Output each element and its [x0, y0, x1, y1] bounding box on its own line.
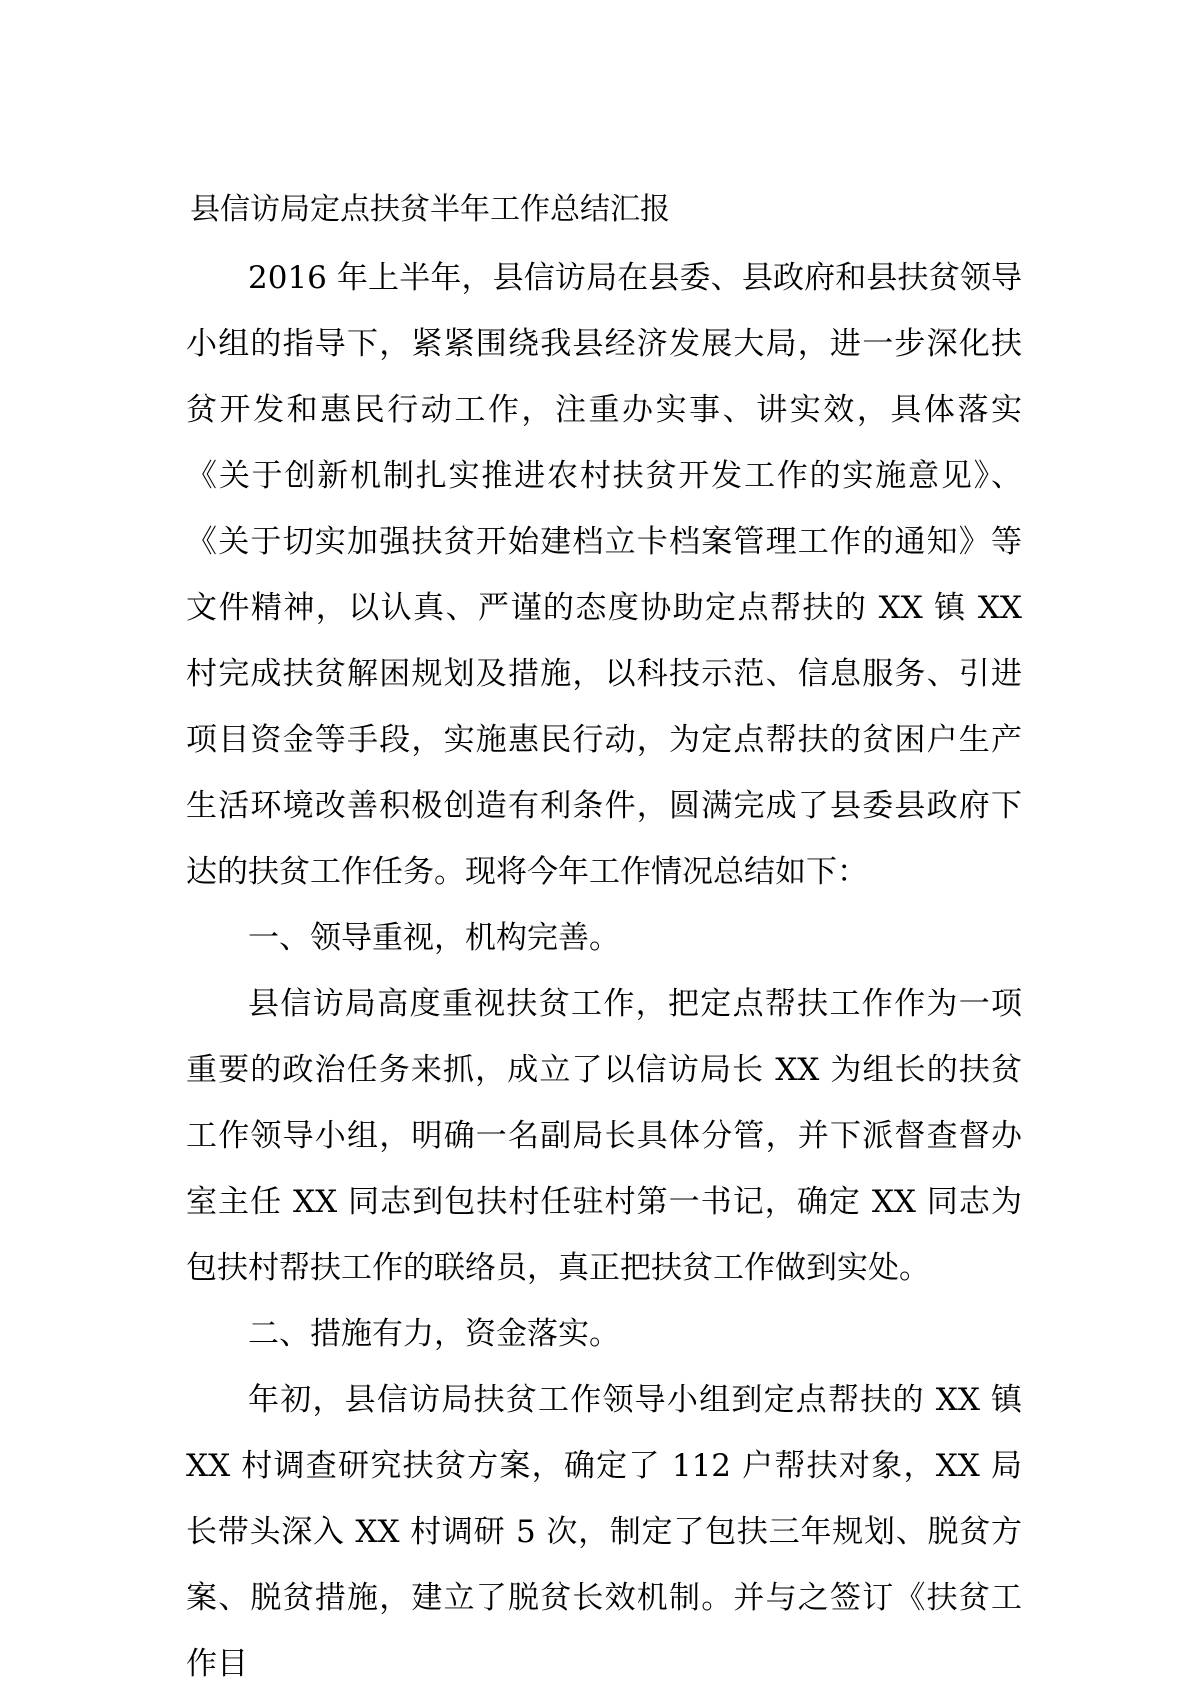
section-heading-2: 二、措施有力，资金落实。 — [248, 1316, 620, 1352]
document-title: 县信访局定点扶贫半年工作总结汇报 — [190, 192, 670, 227]
section-heading-1: 一、领导重视，机构完善。 — [248, 920, 620, 956]
intro-paragraph: 2016 年上半年，县信访局在县委、县政府和县扶贫领导小组的指导下，紧紧围绕我县经济发展大局，进一步深化扶贫开发和惠民行动工作，注重办实事、讲实效，具体落实《关于创新机制扎实推进农村扶贫开发工作的实施意见》、《关于切实加强扶贫开始建档立卡档案管理工作的通知》等文件精神，以认真、严谨的态度协助定点帮扶的 XX 镇 XX 村完成扶贫解困规划及措施，以科技示范、信息服务、引进项目资金等手段，实施惠民行动，为定点帮扶的贫困户生产生活环境改善积极创造有利条件，圆满完成了县委县政府下达的扶贫工作任务。现将今年工作情况总结如下： — [186, 260, 1022, 890]
section-2-paragraph: 年初，县信访局扶贫工作领导小组到定点帮扶的 XX 镇 XX 村调查研究扶贫方案，确定了 112 户帮扶对象，XX 局长带头深入 XX 村调研 5 次，制定了包扶三年规划、脱贫方案、脱贫措施，建立了脱贫长效机制。并与之签订《扶贫工作目 — [186, 1382, 1022, 1682]
document-body — [186, 245, 1022, 1697]
section-1-paragraph: 县信访局高度重视扶贫工作，把定点帮扶工作作为一项重要的政治任务来抓，成立了以信访局长 XX 为组长的扶贫工作领导小组，明确一名副局长具体分管，并下派督查督办室主任 XX 同志到包扶村任驻村第一书记，确定 XX 同志为包扶村帮扶工作的联络员，真正把扶贫工作做到实处。 — [186, 986, 1022, 1286]
